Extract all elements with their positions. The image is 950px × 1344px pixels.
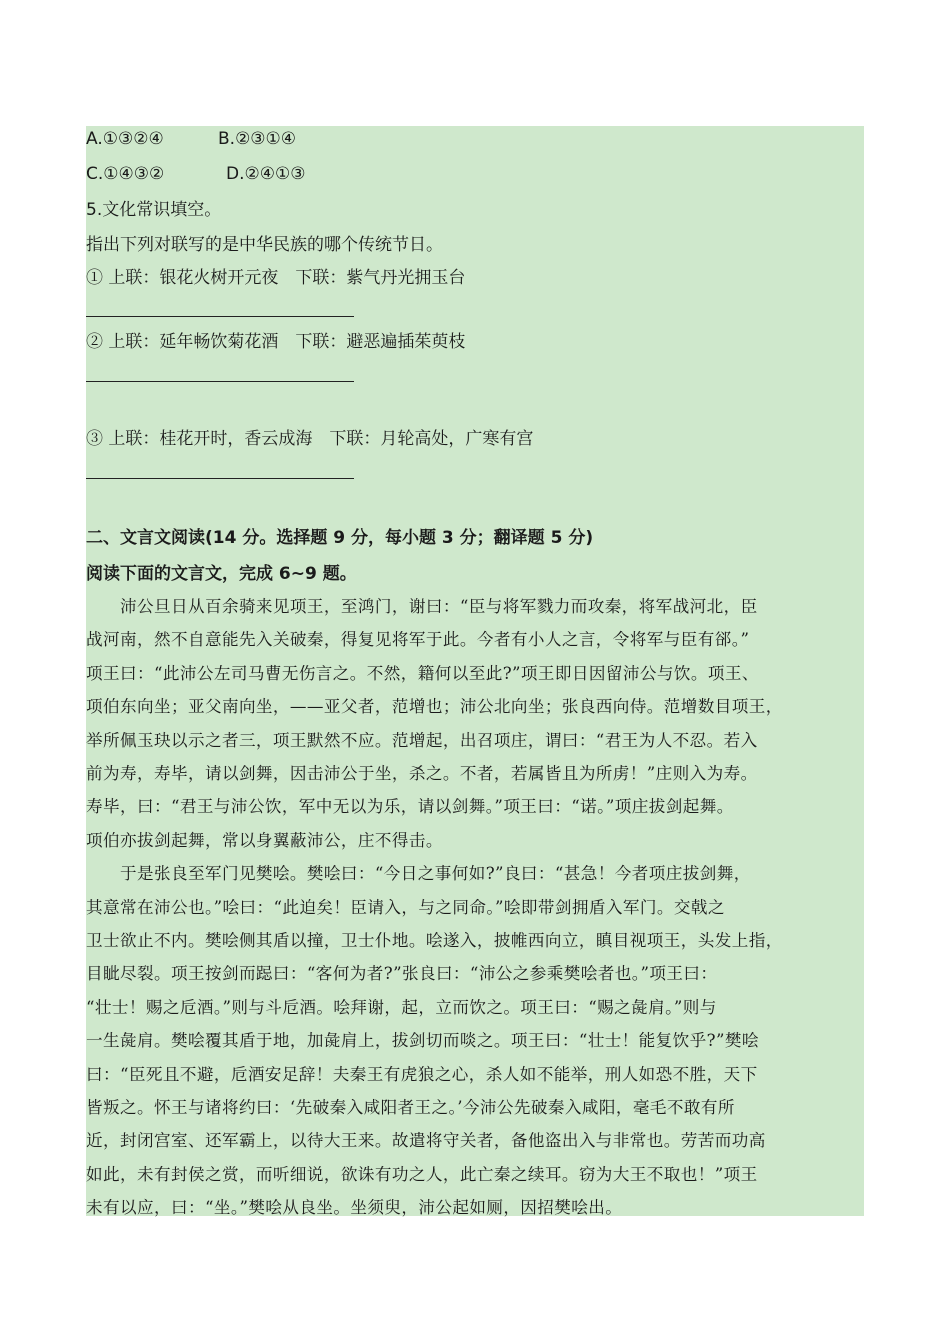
passage-line: 其意常在沛公也。”哙曰：“此迫矣！臣请入，与之同命。”哙即带剑拥盾入军门。交戟之 <box>86 897 725 917</box>
option-c: C.①④③② <box>86 164 165 184</box>
passage-line: “壮士！赐之卮酒。”则与斗卮酒。哙拜谢，起，立而饮之。项王曰：“赐之彘肩。”则与 <box>86 997 717 1017</box>
passage-line: 如此，未有封侯之赏，而听细说，欲诛有功之人，此亡秦之续耳。窃为大王不取也！”项王 <box>86 1164 758 1184</box>
option-d: D.②④①③ <box>226 164 306 184</box>
passage-line: 举所佩玉玦以示之者三，项王默然不应。范增起，出召项庄，谓曰：“君王为人不忍。若入 <box>86 730 758 750</box>
passage-line: 未有以应，曰：“坐。”樊哙从良坐。坐须臾，沛公起如厕，因招樊哙出。 <box>86 1198 623 1218</box>
passage-line: 前为寿，寿毕，请以剑舞，因击沛公于坐，杀之。不者，若属皆且为所虏！”庄则入为寿。 <box>86 764 758 783</box>
passage-line: 于是张良至军门见樊哙。樊哙曰：“今日之事何如?”良曰：“甚急！今者项庄拔剑舞， <box>86 864 751 884</box>
option-b: B.②③①④ <box>218 129 297 149</box>
passage-line: 寿毕，曰：“君王与沛公饮，军中无以为乐，请以剑舞。”项王曰：“诺。”项庄拔剑起舞。 <box>86 797 734 817</box>
passage-line: 目眦尽裂。项王按剑而跽曰：“客何为者?”张良曰：“沛公之参乘樊哙者也。”项王曰： <box>86 964 718 984</box>
passage-line: 项伯东向坐；亚父南向坐，——亚父者，范增也；沛公北向坐；张良西向侍。范增数目项王， <box>86 697 783 717</box>
answer-blank-1 <box>86 316 354 317</box>
passage-line: 卫士欲止不内。樊哙侧其盾以撞，卫士仆地。哙遂入，披帷西向立，瞋目视项王，头发上指， <box>86 931 783 950</box>
passage-line: 皆叛之。怀王与诸将约曰：‘先破秦入咸阳者王之。’今沛公先破秦入咸阳，毫毛不敢有所 <box>86 1098 735 1117</box>
passage-line: 战河南，然不自意能先入关破秦，得复见将军于此。今者有小人之言，令将军与臣有郤。” <box>86 630 750 650</box>
couplet-2: ② 上联：延年畅饮菊花酒 下联：避恶遍插茱萸枝 <box>86 332 466 352</box>
question-5-title: 5.文化常识填空。 <box>86 200 222 220</box>
passage-line: 沛公旦日从百余骑来见项王，至鸿门，谢曰：“臣与将军戮力而攻秦，将军战河北，臣 <box>86 597 758 616</box>
couplet-1: ① 上联：银花火树开元夜 下联：紫气丹光拥玉台 <box>86 268 466 288</box>
couplet-3: ③ 上联：桂花开时，香云成海 下联：月轮高处，广寒有宫 <box>86 429 534 449</box>
answer-blank-2 <box>86 381 354 382</box>
passage-line: 项王曰：“此沛公左司马曹无伤言之。不然，籍何以至此?”项王即日因留沛公与饮。项王、 <box>86 663 759 683</box>
document-body <box>86 126 864 1216</box>
option-a: A.①③②④ <box>86 129 164 149</box>
passage-line: 近，封闭宫室、还军霸上，以待大王来。故遣将守关者，备他盗出入与非常也。劳苦而功高 <box>86 1131 766 1151</box>
answer-blank-3 <box>86 478 354 479</box>
passage-line: 曰：“臣死且不避，卮酒安足辞！夫秦王有虎狼之心，杀人如不能举，刑人如恐不胜，天下 <box>86 1064 758 1084</box>
passage-line: 一生彘肩。樊哙覆其盾于地，加彘肩上，拔剑切而啖之。项王曰：“壮士！能复饮乎?”樊哙 <box>86 1031 759 1051</box>
question-5-instruction: 指出下列对联写的是中华民族的哪个传统节日。 <box>86 235 443 255</box>
section-2-instruction: 阅读下面的文言文，完成 6~9 题。 <box>86 564 357 584</box>
section-2-heading: 二、文言文阅读(14 分。选择题 9 分，每小题 3 分；翻译题 5 分) <box>86 528 594 548</box>
passage-line: 项伯亦拔剑起舞，常以身翼蔽沛公，庄不得击。 <box>86 830 443 850</box>
